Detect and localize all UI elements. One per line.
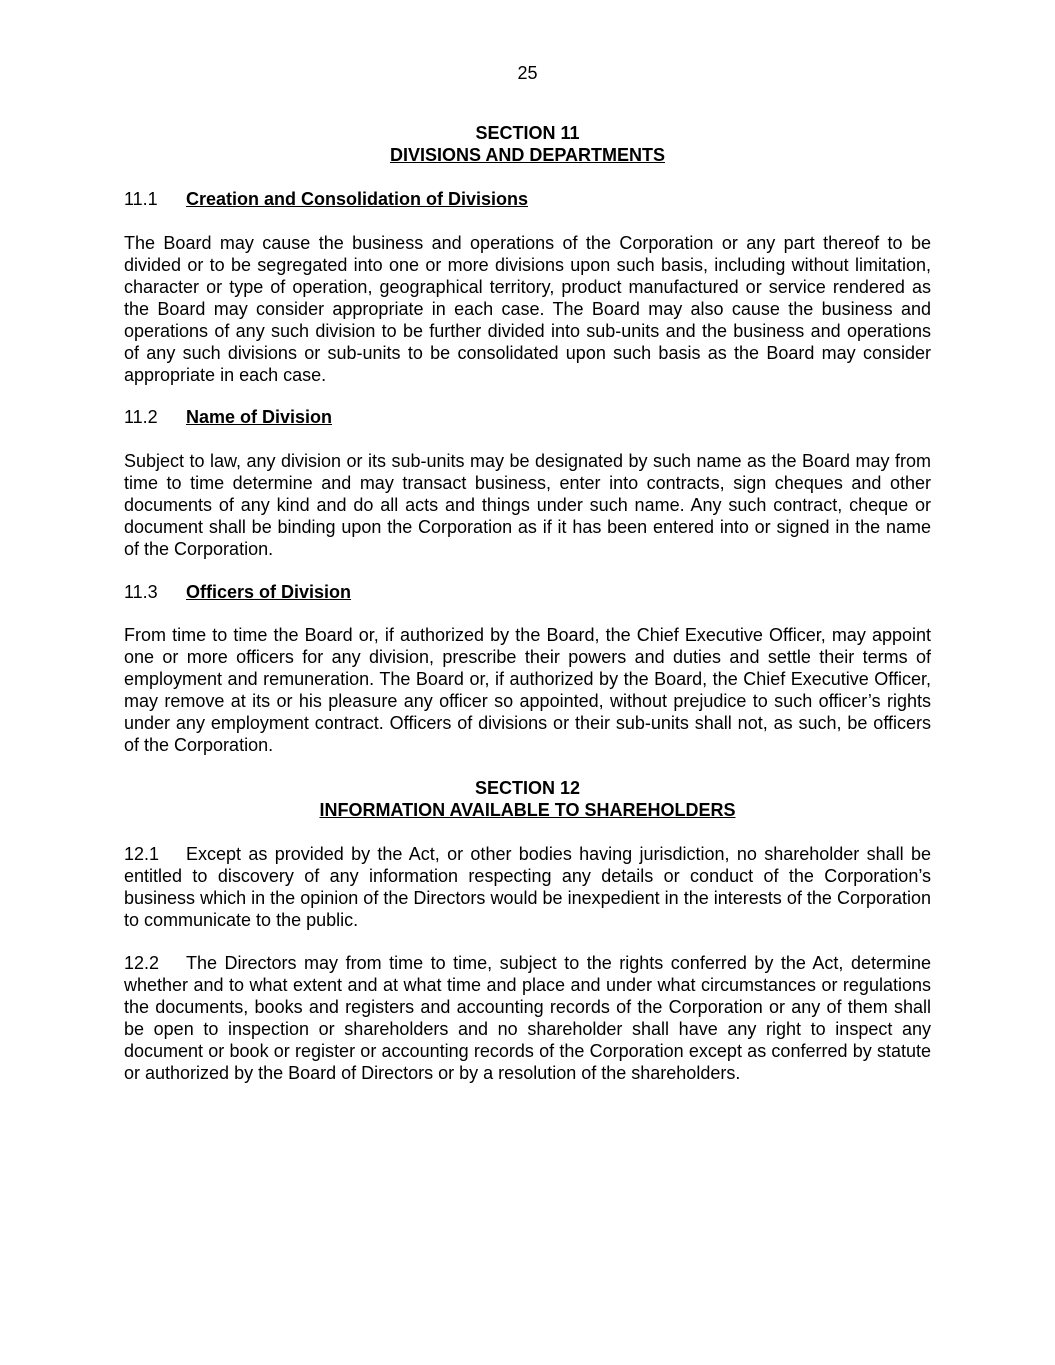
clause-12-1-text: Except as provided by the Act, or other bodies having jurisdiction, no shareholder shall be entitled to discovery of any information respecting any details or conduct of the Corporation’s business which in the opinion of the Directors would be inexpedient in the interests of the Corporation to communicate to the public. — [124, 844, 931, 930]
clause-11-2-number: 11.2 — [124, 407, 158, 427]
clause-11-1-number: 11.1 — [124, 189, 158, 209]
section-11-label: SECTION 11 — [475, 123, 580, 143]
clause-11-3-heading — [124, 581, 351, 603]
clause-11-2-text: Subject to law, any division or its sub-units may be designated by such name as the Board may from time to time determine and may transact business, enter into contracts, sign cheques and other documents of any kind and do all acts and things under such name. Any such contract, cheque or document shall be binding upon the Corporation as if it has been entered into or signed in the name of the Corporation. — [124, 451, 931, 559]
section-11-title: DIVISIONS AND DEPARTMENTS — [389, 145, 666, 165]
section-12-heading — [124, 777, 931, 821]
clause-12-1-number: 12.1 — [124, 844, 160, 864]
clause-11-2-title: Name of Division — [186, 407, 333, 427]
clause-12-2-number: 12.2 — [124, 953, 160, 973]
clause-12-2 — [124, 952, 931, 1084]
clause-12-1 — [124, 843, 931, 931]
clause-11-1-text: The Board may cause the business and operations of the Corporation or any part thereof to be divided or to be segregated into one or more divisions upon such basis, including without limitation, character or type of operation, geographical territory, product manufactured or service rendered as the Board may consider appropriate in each case. The Board may also cause the business and operations of any such division to be further divided into sub-units and the business and operations of any such divisions or sub-units to be consolidated upon such basis as the Board may consider appropriate in each case. — [124, 233, 931, 385]
clause-11-3-text: From time to time the Board or, if authorized by the Board, the Chief Executive Officer, may appoint one or more officers for any division, prescribe their powers and duties and settle their terms of employment and remuneration. The Board or, if authorized by the Board, the Chief Executive Officer, may remove at its or his pleasure any officer so appointed, without prejudice to such officer’s rights under any employment contract. Officers of divisions or their sub-units shall not, as such, be officers of the Corporation. — [124, 625, 931, 755]
section-11-heading — [124, 122, 931, 166]
clause-11-1-heading — [124, 188, 528, 210]
page-number: 25 — [517, 63, 538, 83]
clause-11-2-heading — [124, 406, 332, 428]
clause-11-1-title: Creation and Consolidation of Divisions — [186, 189, 529, 209]
section-12-title: INFORMATION AVAILABLE TO SHAREHOLDERS — [319, 800, 736, 820]
section-12-label: SECTION 12 — [474, 778, 581, 798]
clause-11-3-number: 11.3 — [124, 582, 158, 602]
clause-12-2-text: The Directors may from time to time, subject to the rights conferred by the Act, determine whether and to what extent and at what time and place and under what circumstances or regulations the documents, books and registers and accounting records of the Corporation or any of them shall be open to inspection or shareholders and no shareholder shall have any right to inspect any document or book or register or accounting records of the Corporation except as conferred by statute or authorized by the Board of Directors or by a resolution of the shareholders. — [124, 953, 931, 1083]
clause-11-3-title: Officers of Division — [186, 582, 352, 602]
